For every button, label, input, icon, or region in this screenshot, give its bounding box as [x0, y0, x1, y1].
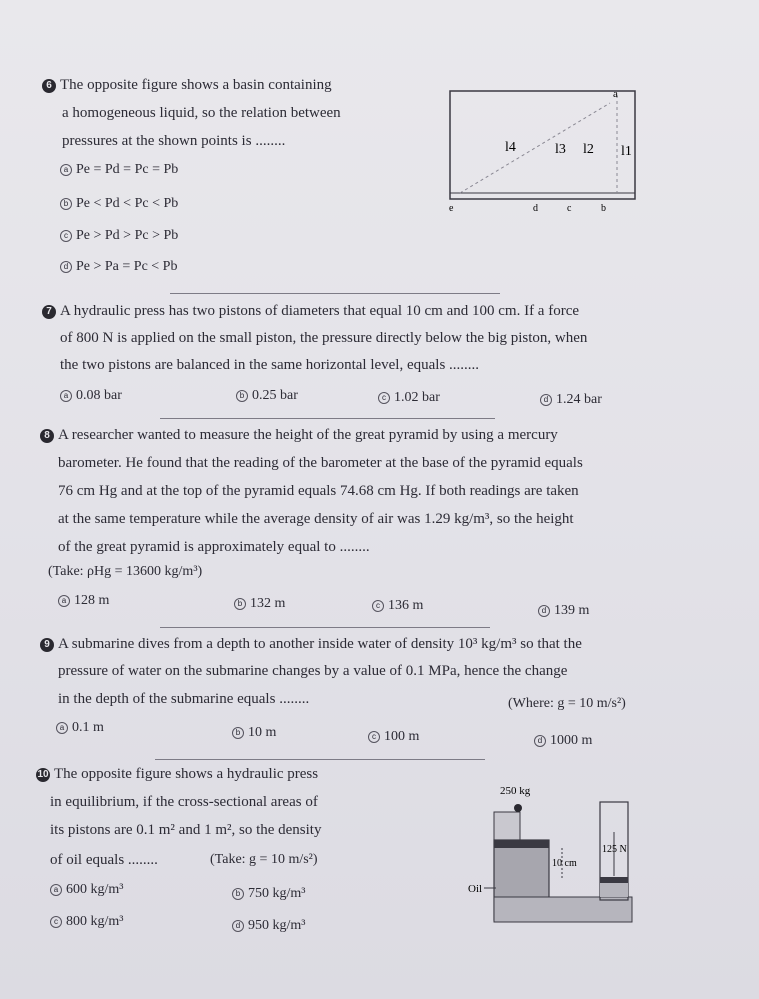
q7-option-a[interactable]: a 0.08 bar: [60, 388, 122, 404]
q7-number: 7: [42, 305, 56, 319]
q10-line-4: of oil equals ........: [50, 852, 158, 868]
q8-given: (Take: ρHg = 13600 kg/m³): [48, 564, 203, 579]
q10-option-a[interactable]: a 600 kg/m³: [50, 882, 123, 898]
q6-option-c[interactable]: c Pe > Pd > Pc > Pb: [60, 228, 178, 244]
q10-given: (Take: g = 10 m/s²): [210, 852, 318, 867]
q8-line-5: of the great pyramid is approximately equal to ........: [58, 539, 370, 555]
mass-label: 250 kg: [500, 785, 531, 797]
q8-option-c[interactable]: c 136 m: [372, 598, 423, 614]
q8-option-d[interactable]: d 139 m: [538, 603, 589, 619]
mass-knob: [514, 804, 522, 812]
q6-option-a[interactable]: a Pe = Pd = Pc = Pb: [60, 162, 178, 178]
label-l1: l1: [621, 144, 632, 159]
separator-3: [160, 627, 490, 628]
q9-given: (Where: g = 10 m/s²): [508, 696, 626, 711]
large-piston: [494, 840, 549, 848]
q10-line-3: its pistons are 0.1 m² and 1 m², so the density: [50, 822, 322, 838]
q10-option-c[interactable]: c 800 kg/m³: [50, 914, 123, 930]
force-label: 125 N: [602, 844, 627, 855]
q10-line-2: in equilibrium, if the cross-sectional areas of: [50, 794, 318, 810]
height-label: 10 cm: [552, 858, 577, 869]
label-l3: l3: [555, 142, 566, 157]
q6-number: 6: [42, 79, 56, 93]
q7-line-3: the two pistons are balanced in the same horizontal level, equals ........: [60, 357, 480, 373]
q9-line-1: 9 A submarine dives from a depth to another inside water of density 10³ kg/m³ so that the: [40, 634, 582, 654]
q9-line-2: pressure of water on the submarine changes by a value of 0.1 MPa, hence the change: [58, 663, 568, 679]
q8-option-a[interactable]: a 128 m: [58, 593, 109, 609]
point-a-label: a: [613, 88, 618, 100]
q7-line-2: of 800 N is applied on the small piston, the pressure directly below the big piston, when: [60, 330, 588, 346]
q7-option-c[interactable]: c 1.02 bar: [378, 390, 440, 406]
q10-option-d[interactable]: d 950 kg/m³: [232, 918, 305, 934]
q8-line-4: at the same temperature while the average density of air was 1.29 kg/m³, so the height: [58, 511, 574, 527]
q6-line-2: a homogeneous liquid, so the relation between: [62, 105, 341, 121]
q6-line-1: 6 The opposite figure shows a basin containing: [42, 75, 332, 95]
mass-block: [494, 812, 520, 840]
point-c-label: c: [567, 203, 572, 214]
label-l2: l2: [583, 142, 594, 157]
q6-option-d[interactable]: d Pe > Pa = Pc < Pb: [60, 259, 177, 275]
q10-hydraulic-press-figure: [462, 772, 637, 930]
separator-4: [155, 759, 485, 760]
q8-line-2: barometer. He found that the reading of the barometer at the base of the pyramid equals: [58, 455, 583, 471]
q6-basin-figure: [445, 85, 645, 220]
q7-option-d[interactable]: d 1.24 bar: [540, 392, 602, 408]
q6-line-3: pressures at the shown points is ........: [62, 133, 286, 149]
q10-option-b[interactable]: b 750 kg/m³: [232, 886, 305, 902]
q7-option-b[interactable]: b 0.25 bar: [236, 388, 298, 404]
point-d-label: d: [533, 203, 538, 214]
separator-2: [160, 418, 495, 419]
oil-label: Oil: [468, 883, 483, 895]
oil-column: [600, 883, 628, 897]
q8-option-b[interactable]: b 132 m: [234, 596, 285, 612]
q9-number: 9: [40, 638, 54, 652]
separator-1: [170, 293, 500, 294]
small-piston: [600, 877, 628, 883]
q9-option-d[interactable]: d 1000 m: [534, 733, 592, 749]
q6-option-b[interactable]: b Pe < Pd < Pc < Pb: [60, 196, 178, 212]
q8-number: 8: [40, 429, 54, 443]
q9-line-3: in the depth of the submarine equals ........: [58, 691, 310, 707]
q9-option-c[interactable]: c 100 m: [368, 729, 419, 745]
q8-line-1: 8 A researcher wanted to measure the height of the great pyramid by using a mercury: [40, 425, 558, 445]
point-b-label: b: [601, 203, 606, 214]
q7-line-1: 7 A hydraulic press has two pistons of diameters that equal 10 cm and 100 cm. If a force: [42, 301, 579, 321]
q8-line-3: 76 cm Hg and at the top of the pyramid equals 74.68 cm Hg. If both readings are taken: [58, 483, 579, 499]
label-l4: l4: [505, 140, 516, 155]
connecting-tube: [494, 897, 632, 922]
q9-option-b[interactable]: b 10 m: [232, 725, 276, 741]
q10-line-1: 10 The opposite figure shows a hydraulic press: [37, 766, 319, 782]
point-e-label: e: [449, 203, 454, 214]
q10-number: 10: [37, 769, 49, 780]
q9-option-a[interactable]: a 0.1 m: [56, 720, 104, 736]
